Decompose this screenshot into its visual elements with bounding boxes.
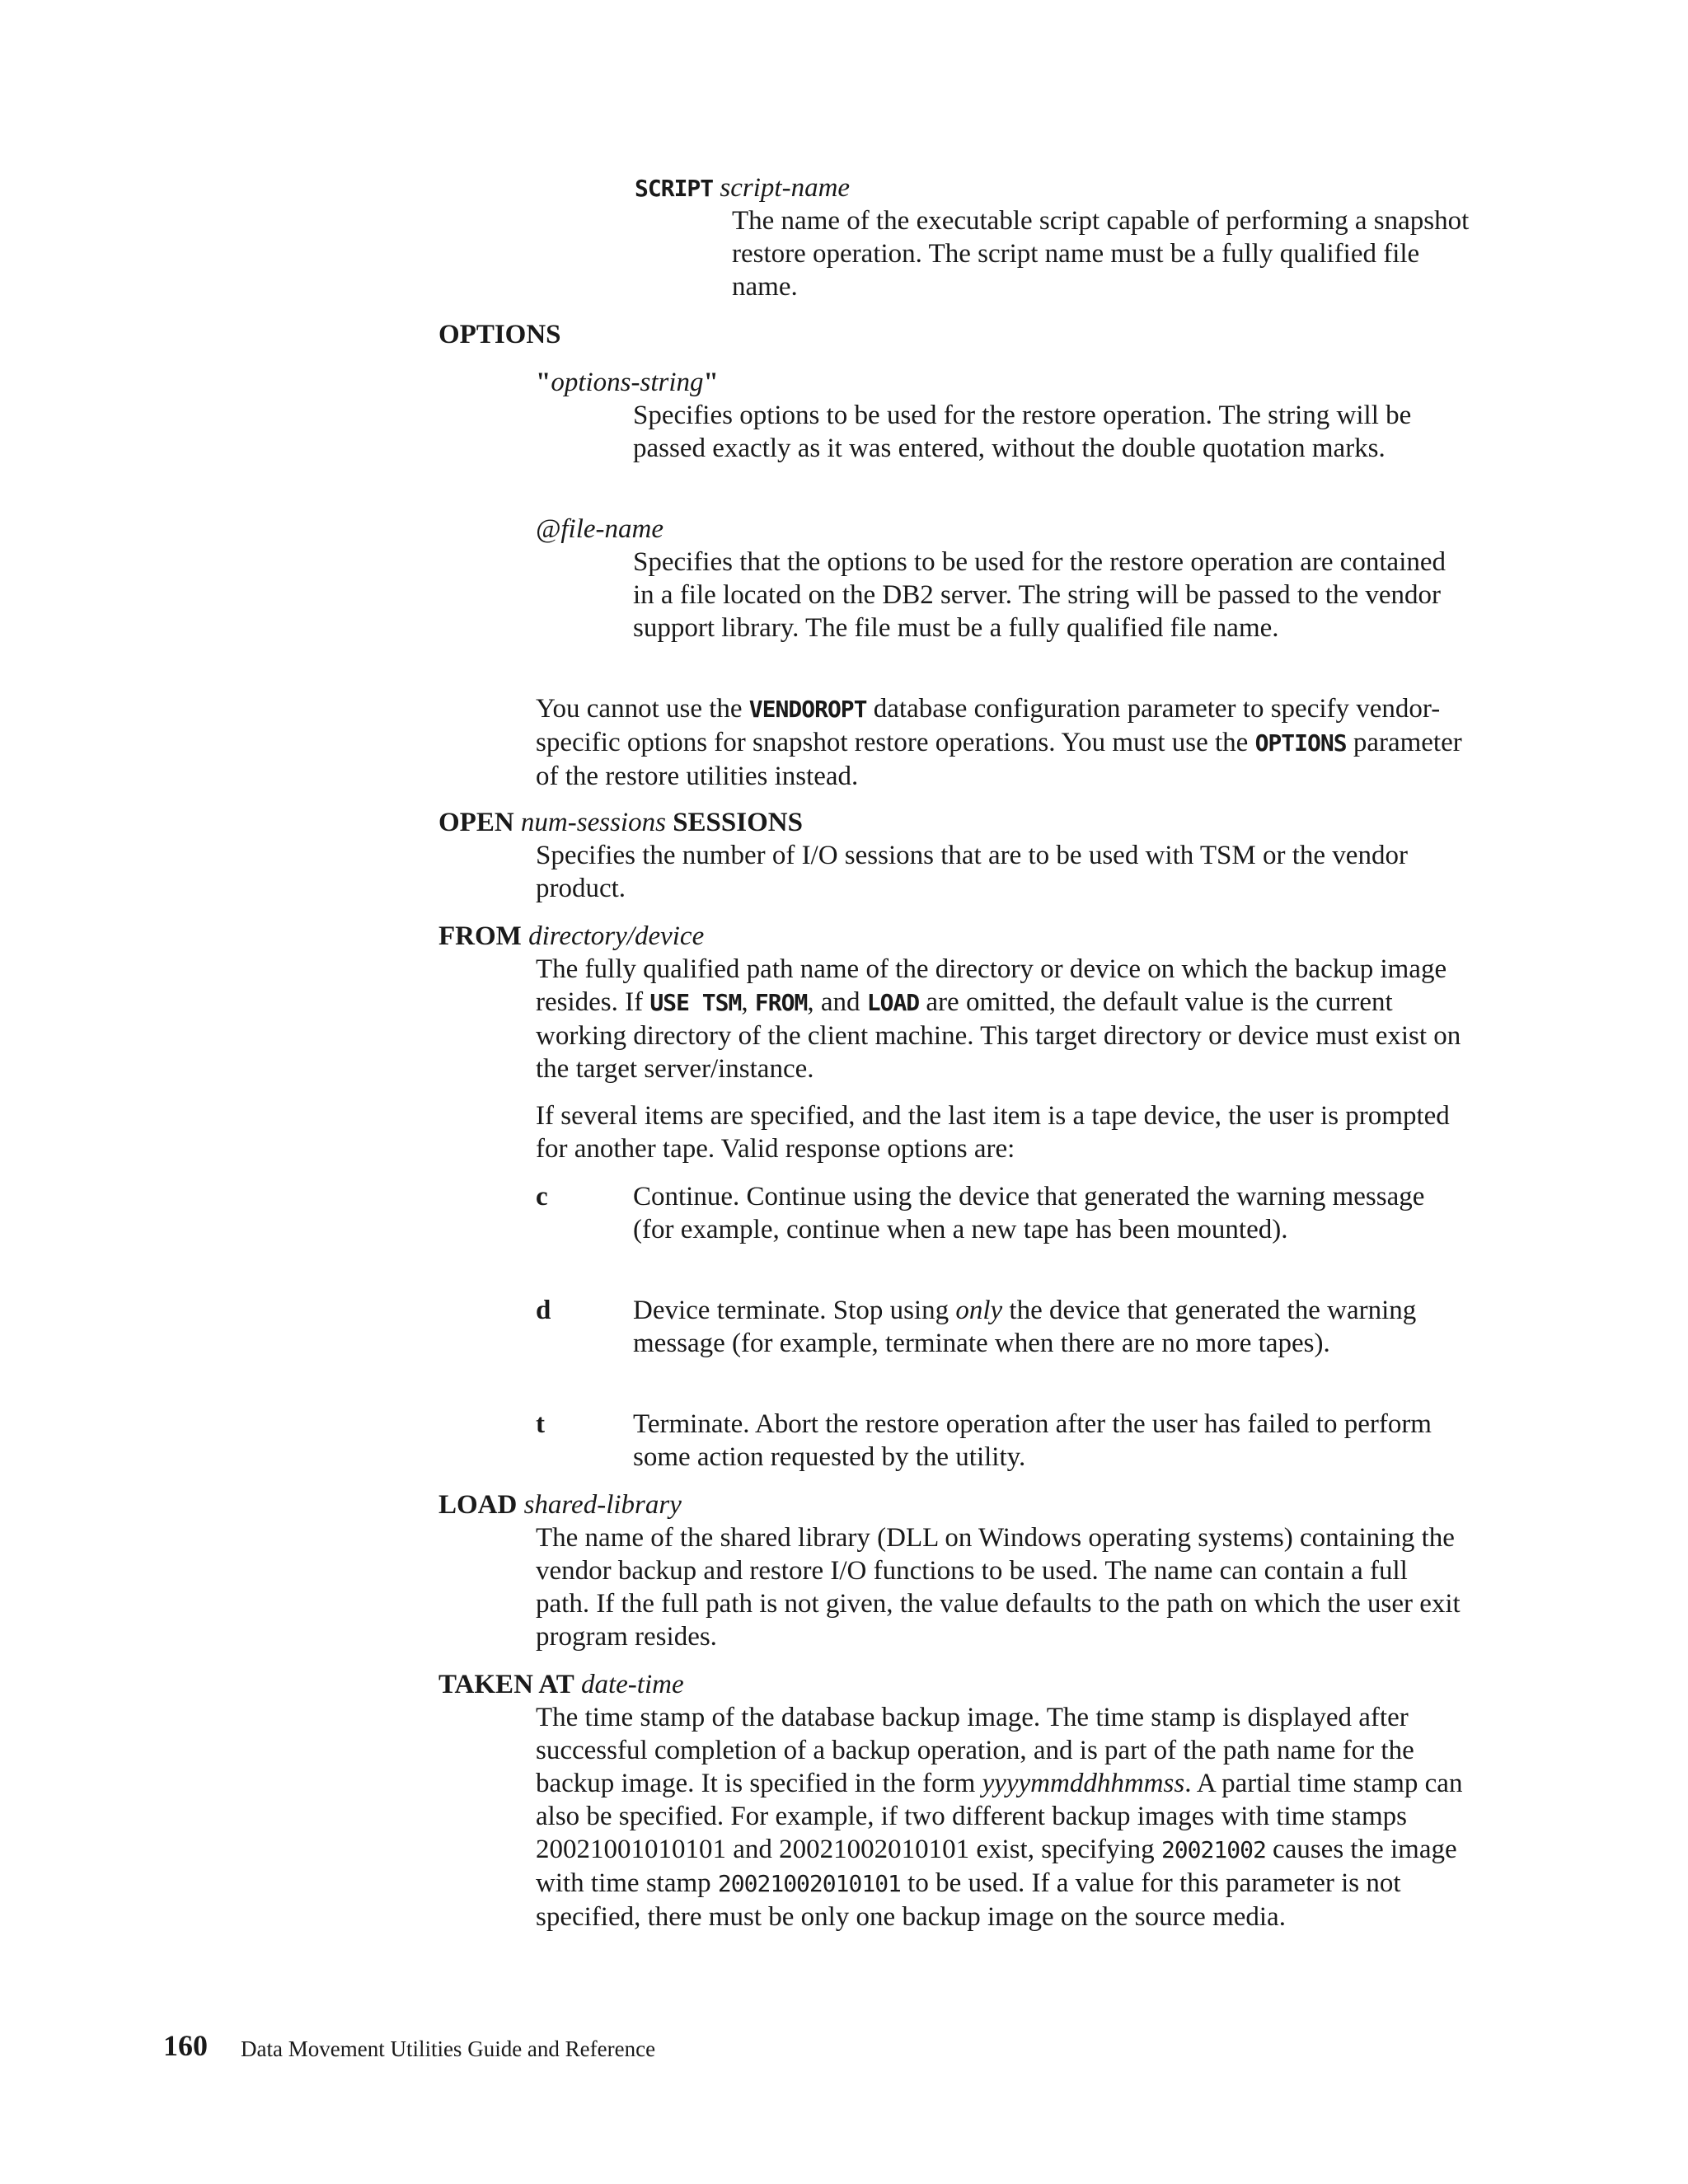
partial-timestamp-code: 20021002	[1160, 1836, 1266, 1863]
from-description: The fully qualified path name of the directory or device on which the backup image resides. If USE TSM, FROM, and LOAD are omitted, the default value is the current working directory of the client machine. This target directory or device must exist on the target server/instance.	[536, 954, 1461, 1084]
open-description: Specifies the number of I/O sessions that are to be used with TSM or the vendor product.	[536, 841, 1408, 903]
open-term: OPEN num-sessions SESSIONS	[438, 808, 803, 837]
load-description: The name of the shared library (DLL on Windows operating systems) containing the vendor backup and restore I/O functions to be used. The name can contain a full path. If the full path is not given, the value defaults to the path on which the user exit program resides.	[536, 1523, 1461, 1652]
page-number: 160	[163, 2029, 208, 2062]
full-timestamp-code: 20021002010101	[717, 1870, 901, 1897]
file-name-term: @file-name	[536, 514, 663, 544]
options-string-description: Specifies options to be used for the restore operation. The string will be passed exactly as it was entered, without the double quotation marks.	[633, 401, 1412, 463]
options-heading: OPTIONS	[438, 320, 561, 349]
footer-title: Data Movement Utilities Guide and Reference	[241, 2036, 656, 2061]
taken-at-term: TAKEN AT date-time	[438, 1670, 684, 1699]
from-keyword: FROM	[754, 989, 808, 1016]
from-term: FROM directory/device	[438, 921, 705, 951]
from-description-2: If several items are specified, and the last item is a tape device, the user is prompted for another tape. Valid response options are:	[536, 1101, 1450, 1164]
options-string-param: options-string	[551, 368, 704, 397]
response-text-t: Terminate. Abort the restore operation after the user has failed to perform some action requested by the utility.	[633, 1409, 1432, 1472]
options-keyword: OPTIONS	[1254, 729, 1347, 757]
response-text-c: Continue. Continue using the device that generated the warning message (for example, continue when a new tape has been mounted).	[633, 1182, 1425, 1244]
script-term	[635, 171, 850, 205]
script-keyword: SCRIPT	[635, 175, 714, 202]
response-key-t: t	[536, 1409, 545, 1439]
response-key-c: c	[536, 1182, 548, 1212]
script-description: The name of the executable script capable of performing a snapshot restore operation. The script name must be a fully qualified file name.	[732, 206, 1470, 302]
file-name-description: Specifies that the options to be used for the restore operation are contained in a file located on the DB2 server. The string will be passed to the vendor support library. The file must be a fully qualified file name.	[633, 547, 1447, 643]
options-note: You cannot use the VENDOROPT database configuration parameter to specify vendor-specific options for snapshot restore operations. You must use the OPTIONS parameter of the restore utilities instead.	[536, 694, 1462, 791]
script-param: script-name	[720, 173, 851, 203]
use-tsm-keyword: USE TSM	[649, 989, 742, 1016]
load-keyword: LOAD	[866, 989, 920, 1016]
response-key-d: d	[536, 1296, 551, 1325]
vendoropt-keyword: VENDOROPT	[748, 696, 867, 723]
options-string-term: "options-string"	[536, 368, 719, 397]
response-text-d: Device terminate. Stop using only the device that generated the warning message (for example, terminate when there are no more tapes).	[633, 1296, 1417, 1358]
load-term: LOAD shared-library	[438, 1490, 682, 1520]
taken-at-description: The time stamp of the database backup image. The time stamp is displayed after successful completion of a backup operation, and is part of the path name for the backup image. It is specified in the form yyyymmddhhmmss. A partial time stamp can also be specified. For example, if two different backup images with time stamps 20021001010101 and 20021002010101 exist, specifying 20021002 causes the image with time stamp 20021002010101 to be used. If a value for this parameter is not specified, there must be only one backup image on the source media.	[536, 1703, 1463, 1932]
